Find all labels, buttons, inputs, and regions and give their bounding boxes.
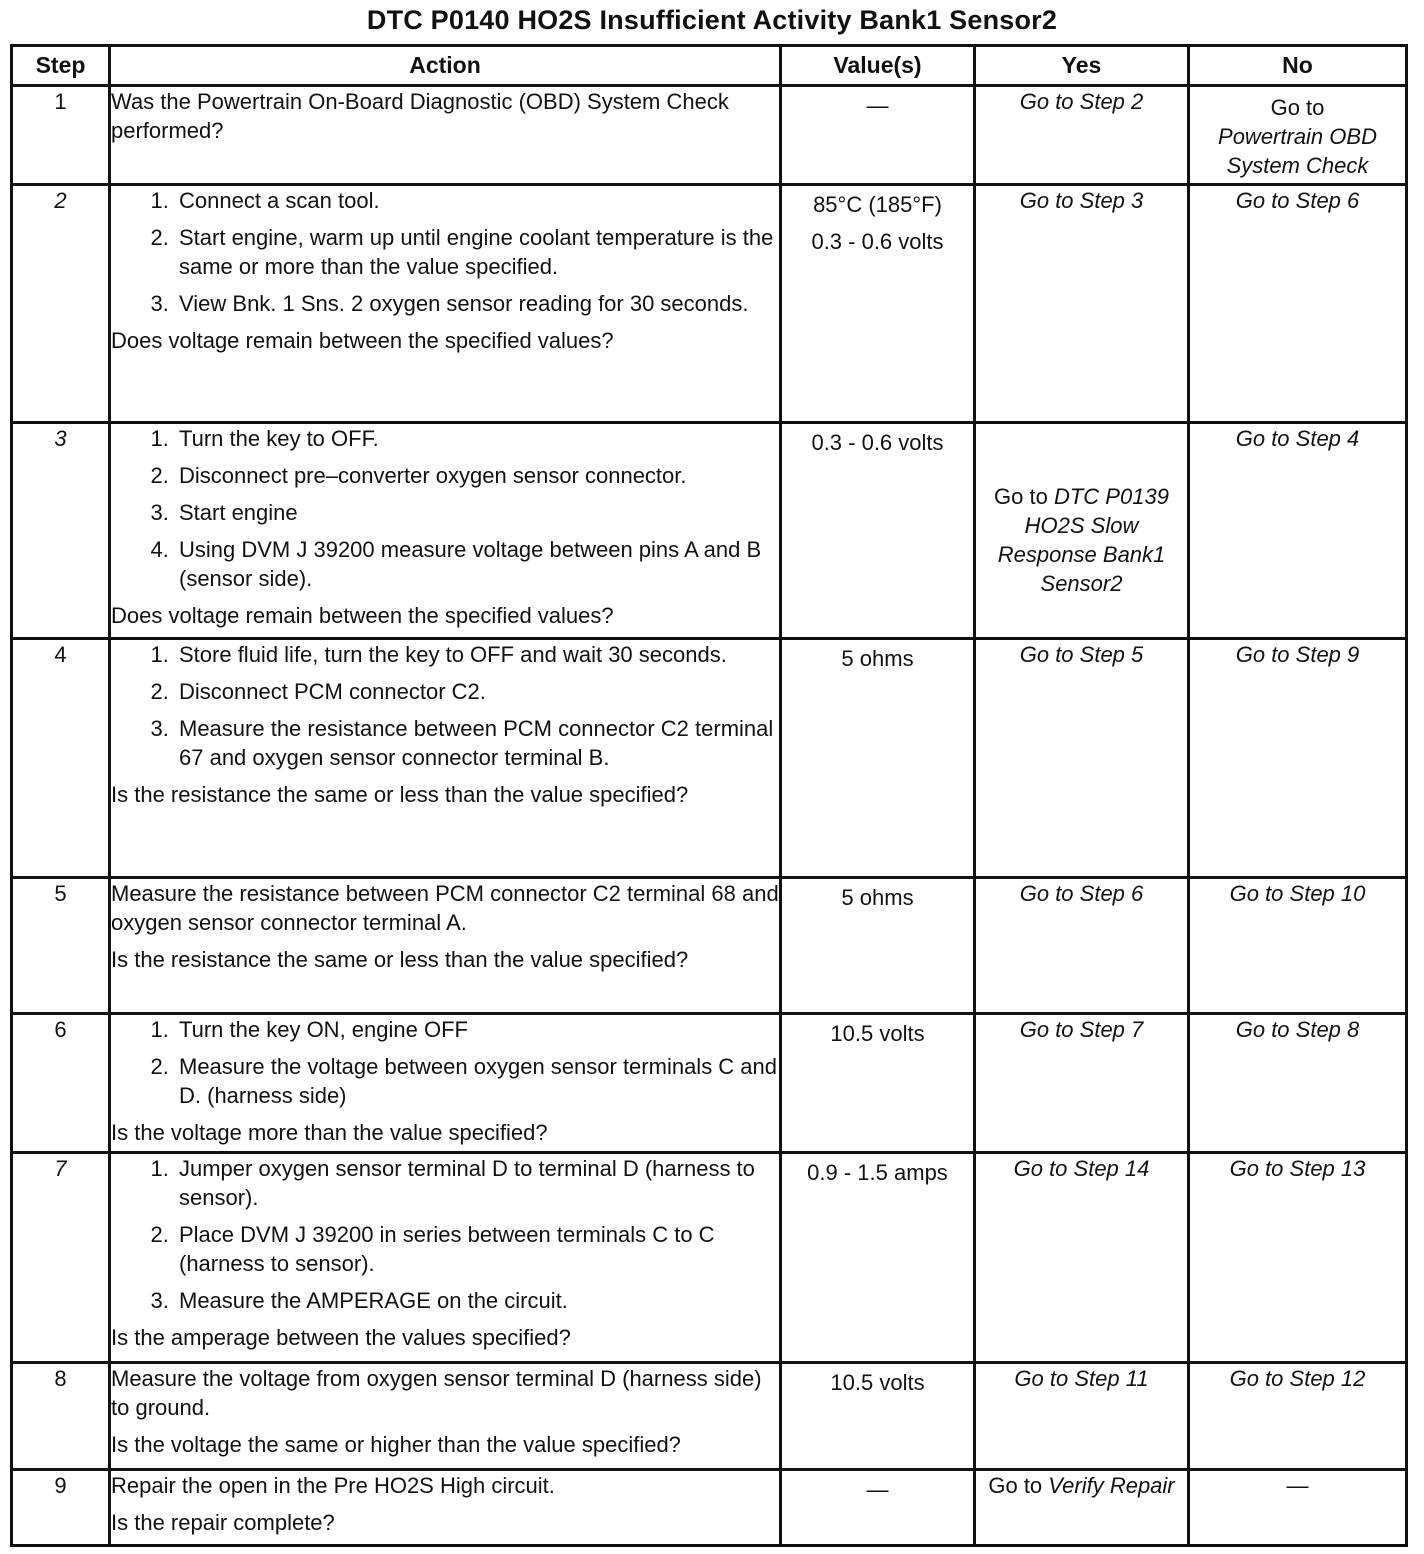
yes-cell: Go to Step 2: [975, 86, 1189, 185]
step-number: 4: [12, 639, 110, 878]
action-steps: [111, 186, 779, 318]
value-text: 0.9 - 1.5 amps: [807, 1160, 948, 1185]
action-step: 2. Start engine, warm up until engine coolant temperature is the same or more than the value specified.: [175, 223, 779, 281]
table-row: [12, 1014, 1407, 1153]
value-cell: [781, 1014, 975, 1153]
yes-prefix: Go to: [994, 483, 1048, 509]
value-text: —: [866, 1477, 889, 1502]
table-row: [12, 1470, 1407, 1546]
no-cell: Go to Step 13: [1189, 1153, 1407, 1363]
table-row: [12, 1363, 1407, 1470]
value-text: 0.3 - 0.6 volts: [811, 430, 944, 455]
value-cell: [781, 1153, 975, 1363]
action-step: 3. Start engine: [175, 498, 779, 527]
no-cell: Go to Step 4: [1189, 423, 1407, 639]
yes-cell: Go to Step 11: [975, 1363, 1189, 1470]
no-cell: [1189, 86, 1407, 185]
action-steps: [111, 640, 779, 772]
yes-cell: Go to Step 7: [975, 1014, 1189, 1153]
yes-reference: DTC P0139 HO2S Slow Response Bank1 Sensor2: [997, 483, 1169, 596]
value-cell: [781, 878, 975, 1014]
step-number: 6: [12, 1014, 110, 1153]
value-cell: [781, 1363, 975, 1470]
action-step: 1. Store fluid life, turn the key to OFF and wait 30 seconds.: [175, 640, 779, 669]
header-action: Action: [110, 46, 781, 86]
action-step: 1. Jumper oxygen sensor terminal D to terminal D (harness to sensor).: [175, 1154, 779, 1212]
value-text: 10.5 volts: [830, 1370, 925, 1395]
step-number: 7: [12, 1153, 110, 1363]
no-reference: Powertrain OBD System Check: [1218, 124, 1377, 178]
step-number: 9: [12, 1470, 110, 1546]
header-row: [12, 46, 1407, 86]
action-cell: [110, 1363, 781, 1470]
action-question: Does voltage remain between the specified values?: [111, 603, 614, 628]
step-number: 8: [12, 1363, 110, 1470]
step-number: 1: [12, 86, 110, 185]
action-cell: [110, 1153, 781, 1363]
step-number: 5: [12, 878, 110, 1014]
table-row: [12, 423, 1407, 639]
action-question: Does voltage remain between the specified values?: [111, 328, 614, 353]
action-cell: [110, 1470, 781, 1546]
action-cell: [110, 878, 781, 1014]
table-row: [12, 639, 1407, 878]
value-text: 85°C (185°F): [813, 192, 942, 217]
value-text: 0.3 - 0.6 volts: [811, 229, 944, 254]
header-values: Value(s): [781, 46, 975, 86]
value-text: 5 ohms: [841, 885, 914, 910]
action-steps: [111, 1154, 779, 1315]
action-step: 1. Turn the key to OFF.: [175, 424, 779, 453]
action-step: 1. Turn the key ON, engine OFF: [175, 1015, 779, 1044]
action-step: 4. Using DVM J 39200 measure voltage between pins A and B (sensor side).: [175, 535, 779, 593]
action-step: 3. View Bnk. 1 Sns. 2 oxygen sensor reading for 30 seconds.: [175, 289, 779, 318]
action-step: 2. Place DVM J 39200 in series between terminals C to C (harness to sensor).: [175, 1220, 779, 1278]
no-cell: Go to Step 8: [1189, 1014, 1407, 1153]
header-step: Step: [12, 46, 110, 86]
no-cell: Go to Step 6: [1189, 185, 1407, 423]
action-cell: [110, 185, 781, 423]
value-cell: [781, 86, 975, 185]
no-cell: Go to Step 10: [1189, 878, 1407, 1014]
yes-reference: Verify Repair: [1048, 1473, 1175, 1498]
action-question: Is the amperage between the values specified?: [111, 1325, 571, 1350]
page-title: DTC P0140 HO2S Insufficient Activity Bank1 Sensor2: [366, 5, 1058, 35]
table-row: [12, 185, 1407, 423]
action-text: Measure the voltage from oxygen sensor terminal D (harness side) to ground.: [111, 1366, 762, 1420]
header-yes: Yes: [975, 46, 1189, 86]
action-text: Measure the resistance between PCM connector C2 terminal 68 and oxygen sensor connector terminal A.: [111, 881, 779, 935]
action-cell: [110, 86, 781, 185]
step-number: 2: [12, 185, 110, 423]
action-question: Is the repair complete?: [111, 1510, 335, 1535]
action-step: 3. Measure the resistance between PCM connector C2 terminal 67 and oxygen sensor connector terminal B.: [175, 714, 779, 772]
no-prefix: Go to: [1270, 95, 1325, 120]
yes-cell: Go to Step 5: [975, 639, 1189, 878]
action-step: 3. Measure the AMPERAGE on the circuit.: [175, 1286, 779, 1315]
action-steps: [111, 1015, 779, 1110]
action-text: Was the Powertrain On-Board Diagnostic (OBD) System Check performed?: [111, 89, 729, 143]
action-step: 2. Disconnect PCM connector C2.: [175, 677, 779, 706]
value-text: 5 ohms: [841, 646, 914, 671]
diagnostic-table: [10, 44, 1408, 1547]
action-text: Repair the open in the Pre HO2S High circuit.: [111, 1473, 555, 1498]
action-step: 2. Disconnect pre–converter oxygen sensor connector.: [175, 461, 779, 490]
yes-cell: Go to Step 6: [975, 878, 1189, 1014]
action-cell: [110, 639, 781, 878]
value-cell: [781, 639, 975, 878]
action-question: Is the voltage more than the value specified?: [111, 1120, 548, 1145]
yes-cell: Go to Step 3: [975, 185, 1189, 423]
yes-cell: Go to Step 14: [975, 1153, 1189, 1363]
value-text: 10.5 volts: [830, 1021, 925, 1046]
action-cell: [110, 1014, 781, 1153]
value-cell: [781, 185, 975, 423]
value-cell: [781, 1470, 975, 1546]
no-cell: Go to Step 12: [1189, 1363, 1407, 1470]
step-number: 3: [12, 423, 110, 639]
action-question: Is the resistance the same or less than the value specified?: [111, 782, 689, 807]
header-no: No: [1189, 46, 1407, 86]
yes-prefix: Go to: [988, 1473, 1043, 1498]
table-row: [12, 86, 1407, 185]
yes-cell: [975, 423, 1189, 639]
table-row: [12, 1153, 1407, 1363]
action-cell: [110, 423, 781, 639]
value-text: —: [866, 93, 889, 118]
value-cell: [781, 423, 975, 639]
action-step: 1. Connect a scan tool.: [175, 186, 779, 215]
action-question: Is the voltage the same or higher than the value specified?: [111, 1432, 681, 1457]
table-row: [12, 878, 1407, 1014]
action-step: 2. Measure the voltage between oxygen sensor terminals C and D. (harness side): [175, 1052, 779, 1110]
no-cell: —: [1189, 1470, 1407, 1546]
action-question: Is the resistance the same or less than the value specified?: [111, 947, 689, 972]
yes-cell: [975, 1470, 1189, 1546]
action-steps: [111, 424, 779, 593]
no-cell: Go to Step 9: [1189, 639, 1407, 878]
